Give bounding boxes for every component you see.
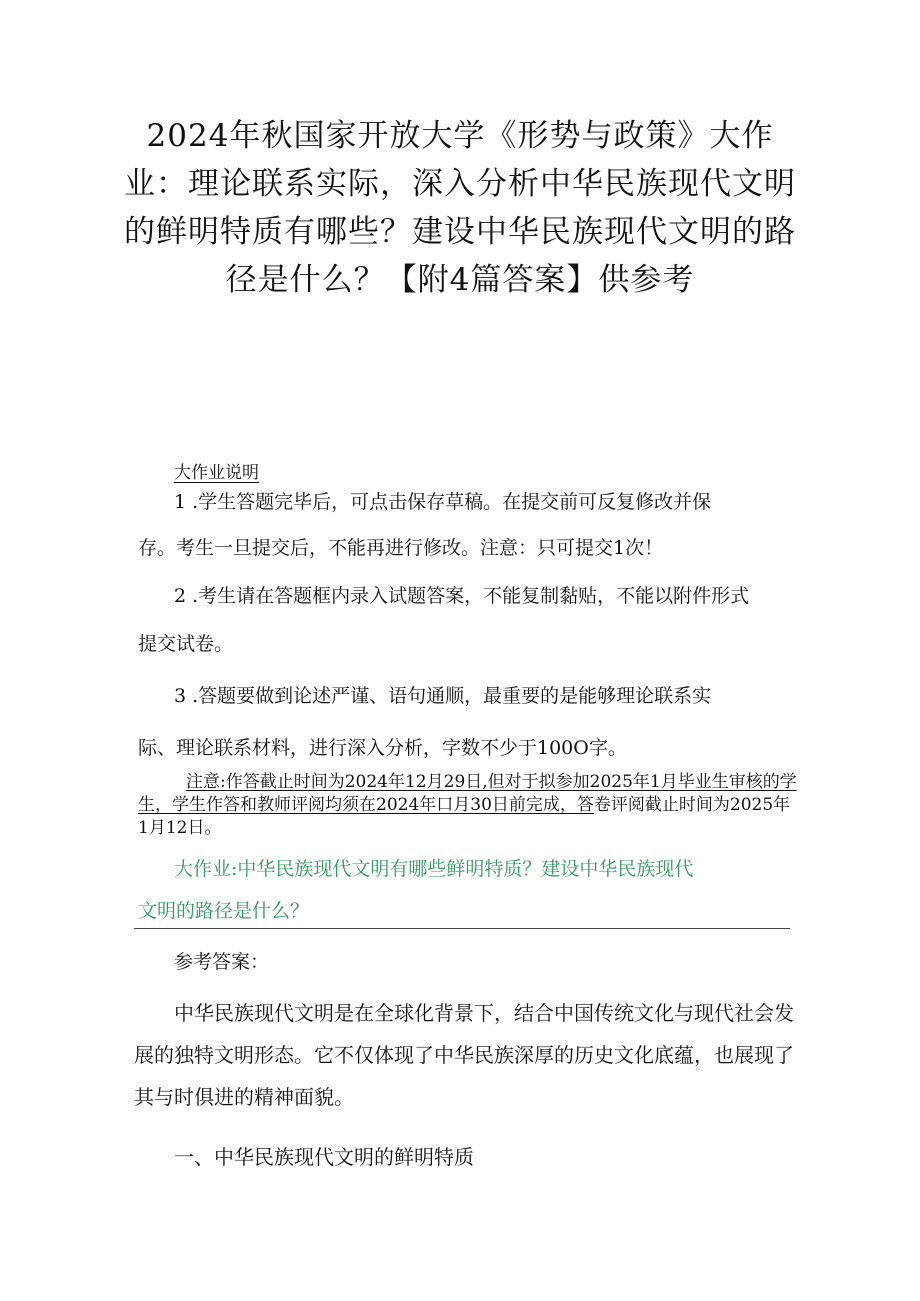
instruction-item-1-line-1: 1 .学生答题完毕后，可点击保存草稿。在提交前可反复修改并保 [174, 491, 712, 513]
answer-label: 参考答案： [174, 951, 270, 973]
answer-paragraph: 中华民族现代文明是在全球化背景下，结合中国传统文化与现代社会发展的独特文明形态。它不仅体现了中华民族深厚的历史文化底蕴，也展现了其与时俱进的精神面貌。 [134, 1001, 794, 1109]
section-1-heading: 一、中华民族现代文明的鲜明特质 [174, 1145, 474, 1169]
instruction-item-3-line-2: 际、理论联系材料，进行深入分析，字数不少于100O字。 [138, 737, 627, 759]
instruction-item-3-line-1: 3 .答题要做到论述严谨、语句通顺，最重要的是能够理论联系实 [174, 685, 712, 707]
deadline-note-rest: 卷评阅截止时间为2025年1月12日。 [138, 795, 791, 838]
document-title: 2024年秋国家开放大学《形势与政策》大作业：理论联系实际，深入分析中华民族现代文明的鲜明特质有哪些？建设中华民族现代文明的路径是什么？【附4篇答案】供参考 [124, 118, 796, 298]
assignment-question-line-1: 大作业:中华民族现代文明有哪些鲜明特质？建设中华民族现代 [174, 858, 694, 880]
instruction-item-2-line-2: 提交试卷。 [138, 633, 234, 655]
deadline-note-underlined: 注意:作答截止时间为2024年12月29日,但对于拟参加2025年1月毕业生审核的学生，学生作答和教师评阅均须在2024年口月30日前完成，答 [138, 772, 797, 815]
instructions-heading: 大作业说明 [174, 463, 259, 483]
divider-line [134, 928, 790, 929]
instruction-item-1-line-2: 存。考生一旦提交后，不能再进行修改。注意：只可提交1次！ [138, 537, 664, 559]
deadline-note [138, 771, 798, 840]
instruction-item-2-line-1: 2 .考生请在答题框内录入试题答案，不能复制黏贴，不能以附件形式 [174, 585, 750, 607]
assignment-question-line-2: 文明的路径是什么？ [138, 900, 310, 922]
